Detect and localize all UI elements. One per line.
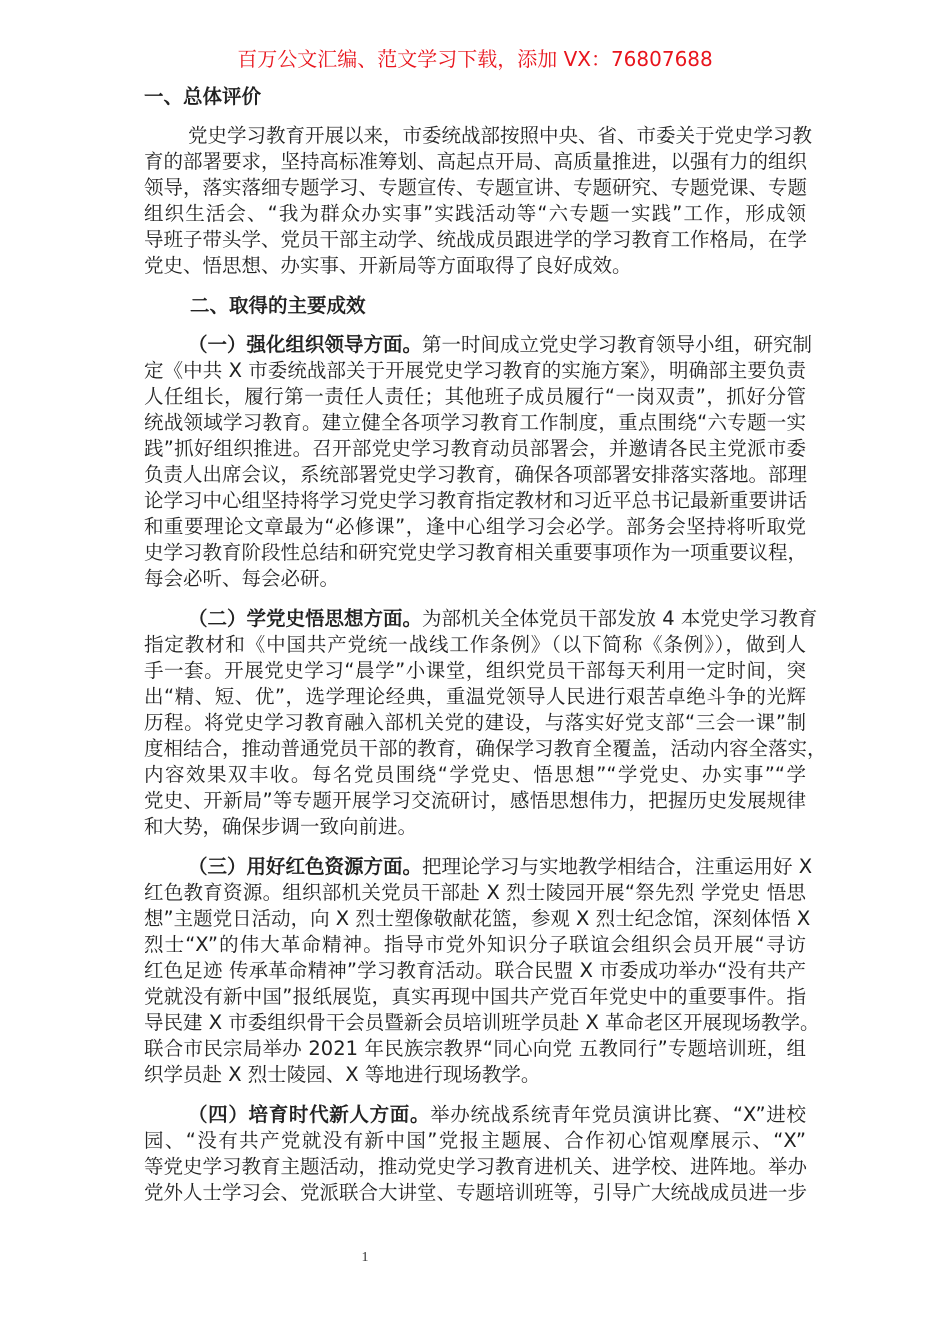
line-text: 织学员赴 X 烈士陵园、X 等地进行现场教学。 (144, 1063, 541, 1086)
line-text: 党史学习教育开展以来，市委统战部按照中央、省、市委关于党史学习教 (188, 124, 813, 147)
line-text: 为部机关全体党员干部发放 4 本党史学习教育 (422, 607, 818, 630)
line-text: 党史、开新局”等专题开展学习交流研讨，感悟思想伟力，把握历史发展规律 (144, 789, 806, 812)
section-paragraph (144, 1102, 806, 1206)
section-lead-title: （三）用好红色资源方面。 (188, 855, 423, 878)
line-text: 每会必听、每会必研。 (144, 567, 340, 590)
line-text: 红色教育资源。组织部机关党员干部赴 X 烈士陵园开展“祭先烈 学党史 悟思 (144, 881, 806, 904)
line-text: 组织生活会、“我为群众办实事”实践活动等“六专题一实践”工作，形成领 (144, 202, 806, 225)
text-line (144, 684, 806, 710)
text-line (144, 332, 813, 358)
line-text: 育的部署要求，坚持高标准筹划、高起点开局、高质量推进，以强有力的组织 (144, 150, 808, 173)
line-text: 导班子带头学、党员干部主动学、统战成员跟进学的学习教育工作格局，在学 (144, 228, 808, 251)
watermark-banner: 百万公文汇编、范文学习下载，添加 VX：76807688 (237, 47, 713, 71)
line-text: 内容效果双丰收。每名党员围绕“学党史、悟思想”“学党史、办实事”“学 (144, 763, 806, 786)
text-line (144, 1102, 806, 1128)
line-text: 手一套。开展党史学习“晨学”小课堂，组织党员干部每天利用一定时间，突 (144, 659, 806, 682)
text-line (144, 123, 813, 149)
text-line (144, 514, 806, 540)
text-line (144, 1010, 820, 1036)
text-line (144, 201, 806, 227)
text-line (144, 880, 806, 906)
text-line (144, 566, 806, 592)
line-text: 联合市民宗局举办 2021 年民族宗教界“同心向党 五教同行”专题培训班，组 (144, 1037, 806, 1060)
text-line (144, 906, 811, 932)
line-text: 红色足迹 传承革命精神”学习教育活动。联合民盟 X 市委成功举办“没有共产 (144, 959, 806, 982)
text-line (144, 1036, 806, 1062)
section-lead-title: （二）学党史悟思想方面。 (188, 607, 423, 630)
line-text: 举办统战系统青年党员演讲比赛、“X”进校 (430, 1103, 806, 1126)
line-text: 把理论学习与实地教学相结合，注重运用好 X (422, 855, 813, 878)
document-body (144, 84, 827, 1220)
text-line (144, 1128, 806, 1154)
section-paragraph (144, 606, 827, 840)
text-line (144, 932, 806, 958)
line-text: 想”主题党日活动，向 X 烈士塑像敬献花篮，参观 X 烈士纪念馆，深刻体悟 X (144, 907, 811, 930)
line-text: 指定教材和《中国共产党统一战线工作条例》（以下简称《条例》），做到人 (144, 633, 806, 656)
line-text: 论学习中心组坚持将学习党史学习教育指定教材和习近平总书记最新重要讲话 (144, 489, 808, 512)
line-text: 领导，落实落细专题学习、专题宣传、专题宣讲、专题研究、专题党课、专题 (144, 176, 808, 199)
line-text: 和重要理论文章最为“必修课”，逢中心组学习会必学。部务会坚持将听取党 (144, 515, 806, 538)
text-line (144, 1154, 806, 1180)
text-line (144, 814, 806, 840)
line-text: 等党史学习教育主题活动，推动党史学习教育进机关、进学校、进阵地。举办 (144, 1155, 808, 1178)
text-line (144, 540, 806, 566)
text-line (144, 1180, 806, 1206)
text-line (144, 710, 806, 736)
text-line (144, 736, 827, 762)
text-line (144, 410, 806, 436)
text-line (144, 175, 806, 201)
text-line (144, 384, 806, 410)
line-text: 践”抓好组织推进。召开部党史学习教育动员部署会，并邀请各民主党派市委 (144, 437, 806, 460)
line-text: 定《中共 X 市委统战部关于开展党史学习教育的实施方案》，明确部主要负责 (144, 359, 806, 382)
text-line (144, 436, 806, 462)
line-text: 党外人士学习会、党派联合大讲堂、专题培训班等，引导广大统战成员进一步 (144, 1181, 808, 1204)
text-line (144, 253, 806, 279)
section-paragraph (144, 854, 820, 1088)
line-text: 党史、悟思想、办实事、开新局等方面取得了良好成效。 (144, 254, 632, 277)
line-text: 导民建 X 市委组织骨干会员暨新会员培训班学员赴 X 革命老区开展现场教学。 (144, 1011, 820, 1034)
text-line (144, 606, 818, 632)
section-lead-title: （四）培育时代新人方面。 (188, 1103, 431, 1126)
line-text: 负责人出席会议，系统部署党史学习教育，确保各项部署安排落实落地。部理 (144, 463, 808, 486)
line-text: 历程。将党史学习教育融入部机关党的建设，与落实好党支部“三会一课”制 (144, 711, 806, 734)
text-line (144, 788, 806, 814)
text-line (144, 762, 806, 788)
line-text: 人任组长，履行第一责任人责任；其他班子成员履行“一岗双责”，抓好分管 (144, 385, 806, 408)
section-lead-title: （一）强化组织领导方面。 (188, 333, 423, 356)
text-line (144, 149, 806, 175)
line-text: 第一时间成立党史学习教育领导小组，研究制 (422, 333, 813, 356)
heading-main-achievements: 二、取得的主要成效 (190, 294, 366, 317)
line-text: 园、“没有共产党就没有新中国”党报主题展、合作初心馆观摩展示、“X” (144, 1129, 806, 1152)
line-text: 和大势，确保步调一致向前进。 (144, 815, 418, 838)
line-text: 烈士“X”的伟大革命精神。指导市党外知识分子联谊会组织会员开展“寻访 (144, 933, 806, 956)
line-text: 统战领域学习教育。建立健全各项学习教育工作制度，重点围绕“六专题一实 (144, 411, 806, 434)
page-number: 1 (361, 1250, 369, 1265)
text-line (144, 658, 806, 684)
text-line (144, 358, 806, 384)
text-line (144, 854, 813, 880)
line-text: 出“精、短、优”，选学理论经典，重温党领导人民进行艰苦卓绝斗争的光辉 (144, 685, 806, 708)
text-line (144, 1062, 806, 1088)
line-text: 党就没有新中国”报纸展览，真实再现中国共产党百年党史中的重要事件。指 (144, 985, 806, 1008)
text-line (144, 462, 806, 488)
intro-paragraph (144, 123, 813, 279)
text-line (144, 227, 806, 253)
text-line (144, 958, 806, 984)
section-paragraph (144, 332, 813, 592)
text-line (144, 488, 806, 514)
text-line (144, 984, 806, 1010)
line-text: 度相结合，推动普通党员干部的教育，确保学习教育全覆盖，活动内容全落实， (144, 737, 827, 760)
line-text: 史学习教育阶段性总结和研究党史学习教育相关重要事项作为一项重要议程， (144, 541, 808, 564)
text-line (144, 632, 806, 658)
heading-overall-evaluation: 一、总体评价 (144, 85, 262, 108)
